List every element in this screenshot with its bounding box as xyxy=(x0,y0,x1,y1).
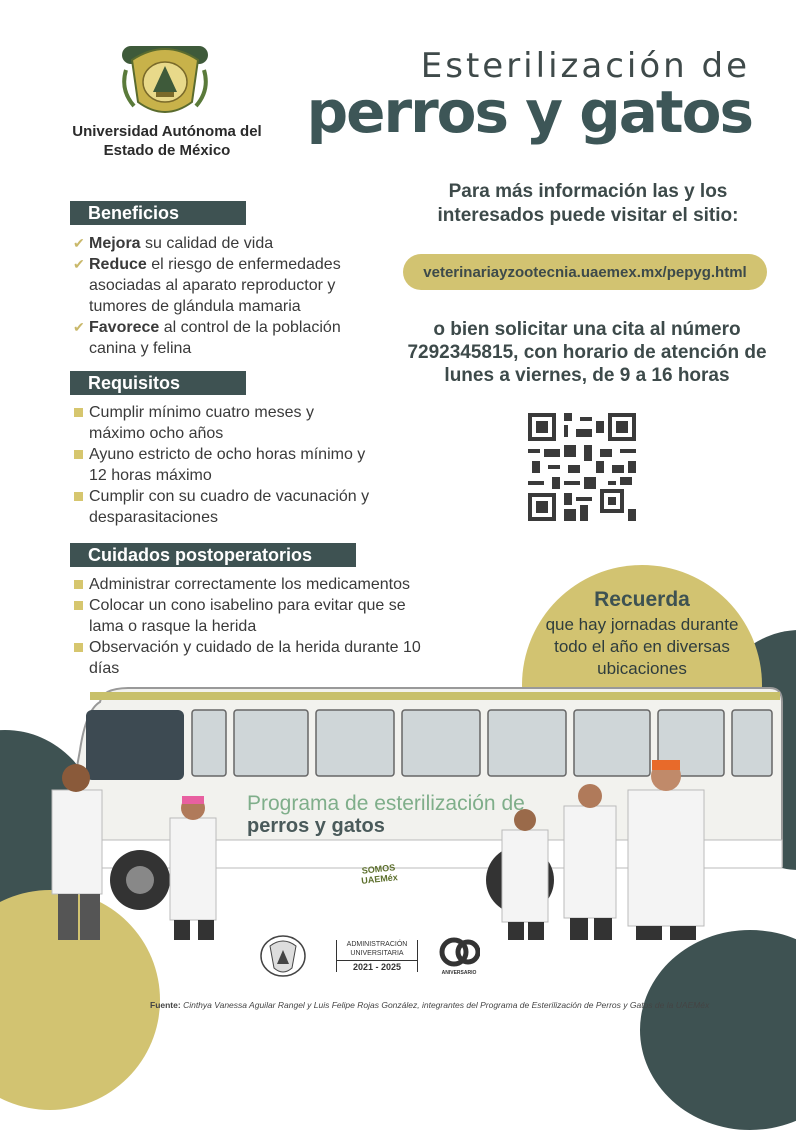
postop-list xyxy=(73,574,423,679)
list-item: Cumplir con su cuadro de vacunación y desparasitaciones xyxy=(73,486,373,528)
list-item: Cumplir mínimo cuatro meses y máximo ocho años xyxy=(73,402,373,444)
list-item: Colocar un cono isabelino para evitar que se lama o rasque la herida xyxy=(73,595,423,637)
requirements-heading: Requisitos xyxy=(70,371,246,395)
square-bullet-icon xyxy=(74,492,83,501)
decorative-dark-circle-bottom xyxy=(640,930,796,1130)
bus-program-text: Programa de esterilización de xyxy=(247,792,525,815)
footer-seal-icon xyxy=(258,934,308,978)
check-icon: ✔ xyxy=(73,319,85,335)
anniversary-label: ANIVERSARIO xyxy=(441,970,477,976)
square-bullet-icon xyxy=(74,601,83,610)
admin-universitaria-logo: ADMINISTRACIÓN UNIVERSITARIA 2021 - 2025 xyxy=(336,940,418,972)
qr-code-icon[interactable] xyxy=(528,413,636,521)
title-line-2: perros y gatos xyxy=(306,78,752,146)
check-icon: ✔ xyxy=(73,256,85,272)
university-name: Universidad Autónoma del Estado de México xyxy=(72,123,262,159)
source-credit: Fuente: Cinthya Vanessa Aguilar Rangel y Luis Felipe Rojas González, integrantes del Programa de Esterilización de Perros y Gatos de la UAEMéx xyxy=(150,1000,710,1010)
list-item: Ayuno estricto de ocho horas mínimo y 12 horas máximo xyxy=(73,444,373,486)
list-item: Observación y cuidado de la herida durante 10 días xyxy=(73,637,423,679)
bus-program-subtitle: perros y gatos xyxy=(247,815,385,837)
list-item: ✔ Mejora su calidad de vida xyxy=(73,235,274,252)
reminder-body: que hay jornadas durante todo el año en diversas ubicaciones xyxy=(545,615,739,678)
postop-heading: Cuidados postoperatorios xyxy=(70,543,356,567)
university-seal-icon xyxy=(118,40,212,120)
square-bullet-icon xyxy=(74,408,83,417)
website-link[interactable] xyxy=(403,254,767,290)
info-intro: Para más información las y los interesados puede visitar el sitio: xyxy=(437,181,739,226)
square-bullet-icon xyxy=(74,580,83,589)
list-item: ✔ Reduce el riesgo de enfermedades asociadas al aparato reproductor y tumores de glándula mamaria xyxy=(73,256,341,315)
benefits-heading: Beneficios xyxy=(70,201,246,225)
title-line-1: Esterilización de xyxy=(420,46,750,86)
check-icon: ✔ xyxy=(73,235,85,251)
list-item: Administrar correctamente los medicamentos xyxy=(73,574,423,595)
requirements-list xyxy=(73,402,373,528)
square-bullet-icon xyxy=(74,450,83,459)
benefits-list xyxy=(73,233,363,359)
reminder-title: Recuerda xyxy=(594,588,690,611)
list-item: ✔ Favorece al control de la población canina y felina xyxy=(73,319,341,357)
square-bullet-icon xyxy=(74,643,83,652)
somos-uaemex-logo: SOMOS UAEMéx xyxy=(360,862,399,886)
appointment-info: o bien solicitar una cita al número 7292345815, con horario de atención de lunes a viernes, de 9 a 16 horas xyxy=(407,319,767,386)
website-url[interactable]: veterinariayzootecnia.uaemex.mx/pepyg.html xyxy=(423,263,747,281)
